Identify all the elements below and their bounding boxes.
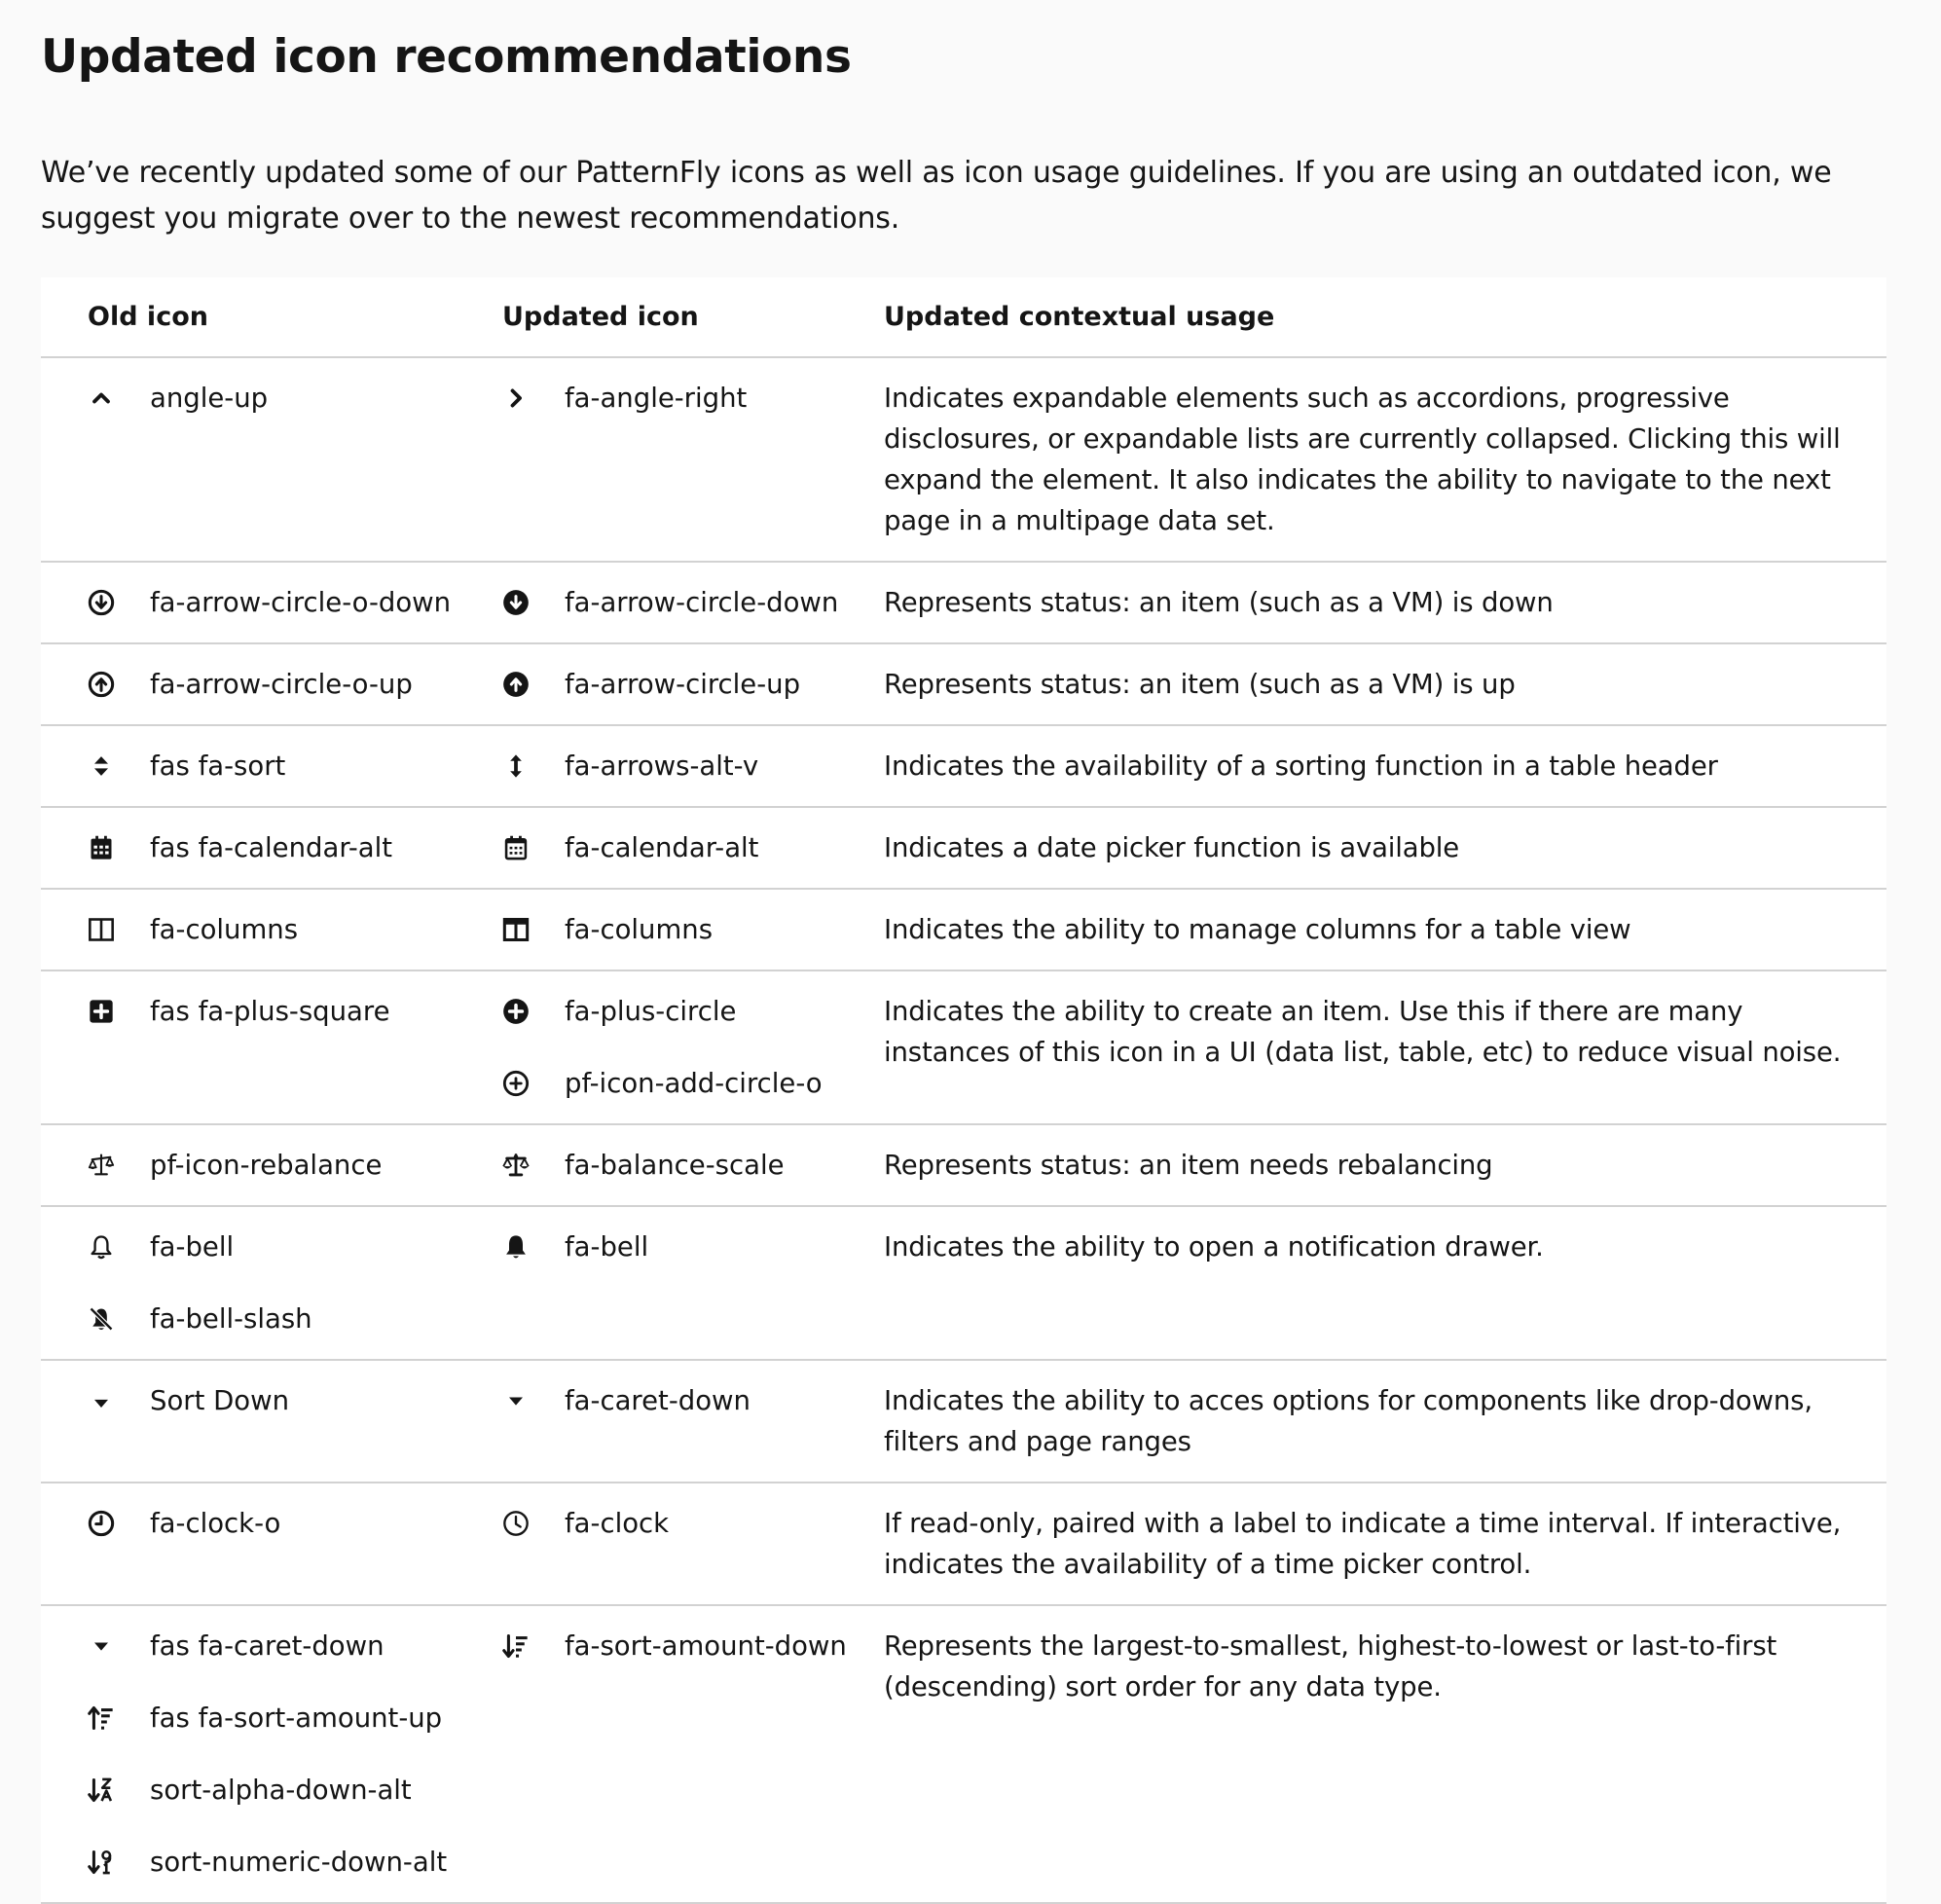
old-icon-entry	[88, 664, 456, 705]
plus-square-icon	[88, 991, 150, 1032]
updated-icon-cell	[456, 1124, 884, 1206]
calendar-solid-icon	[88, 827, 150, 868]
contextual-usage-cell: Indicates the ability to acces options for components like drop-downs, filters and page ranges	[884, 1360, 1886, 1483]
updated-icon-entry	[502, 991, 884, 1032]
clock-icon	[502, 1503, 565, 1544]
old-icon-entry	[88, 582, 456, 623]
arrow-circle-o-down-icon	[88, 582, 150, 623]
angle-up-icon	[88, 378, 150, 419]
old-icon-entry	[88, 909, 456, 950]
arrow-circle-down-icon	[502, 582, 565, 623]
updated-icon-entry	[502, 378, 884, 419]
old-icon-entry	[88, 1503, 456, 1544]
bell-outline-icon	[88, 1227, 150, 1267]
icon-name: fa-bell-slash	[150, 1303, 312, 1335]
header-old-icon: Old icon	[41, 277, 456, 357]
table-row	[41, 970, 1886, 1124]
contextual-usage-cell: Represents status: an item (such as a VM) is down	[884, 562, 1886, 643]
sort-alpha-down-alt-icon	[88, 1770, 150, 1811]
icon-name: fa-arrow-circle-up	[565, 669, 801, 700]
icon-name: fas fa-plus-square	[150, 996, 390, 1027]
icon-name: fa-arrow-circle-o-down	[150, 587, 452, 618]
old-icon-cell	[41, 357, 456, 562]
table-row	[41, 357, 1886, 562]
icon-name: fa-caret-down	[565, 1385, 751, 1416]
old-icon-entry	[88, 827, 456, 868]
icon-name: Sort Down	[150, 1385, 290, 1416]
columns-solid-icon	[502, 909, 565, 950]
updated-icon-cell	[456, 562, 884, 643]
icon-name: sort-numeric-down-alt	[150, 1847, 448, 1878]
arrow-circle-up-icon	[502, 664, 565, 705]
table-row	[41, 725, 1886, 807]
old-icon-entry	[88, 1145, 456, 1186]
old-icon-cell	[41, 807, 456, 889]
old-icon-entry	[88, 1299, 456, 1339]
table-row	[41, 1360, 1886, 1483]
icon-name: fas fa-calendar-alt	[150, 832, 393, 863]
contextual-usage-cell: Represents the largest-to-smallest, highest-to-lowest or last-to-first (descending) sort order for any data type.	[884, 1605, 1886, 1903]
old-icon-cell	[41, 889, 456, 970]
contextual-usage-cell: Indicates the availability of a sorting function in a table header	[884, 725, 1886, 807]
clock-o-icon	[88, 1503, 150, 1544]
icon-name: fa-clock-o	[150, 1508, 281, 1539]
updated-icon-entry	[502, 664, 884, 705]
old-icon-entry	[88, 378, 456, 419]
old-icon-entry	[88, 1380, 456, 1421]
contextual-usage-cell: If read-only, paired with a label to indicate a time interval. If interactive, indicates the availability of a time picker control.	[884, 1483, 1886, 1605]
updated-icon-cell	[456, 1483, 884, 1605]
icon-name: fa-sort-amount-down	[565, 1630, 847, 1662]
old-icon-cell	[41, 1124, 456, 1206]
arrows-alt-v-icon	[502, 746, 565, 787]
plus-circle-icon	[502, 991, 565, 1032]
icon-name: fa-columns	[150, 914, 299, 945]
updated-icon-cell	[456, 1360, 884, 1483]
updated-icon-cell	[456, 1206, 884, 1360]
balance-scale-icon	[502, 1145, 565, 1186]
icon-name: fa-columns	[565, 914, 714, 945]
old-icon-cell	[41, 562, 456, 643]
icon-recommendations-table	[41, 277, 1886, 1904]
icon-name: pf-icon-rebalance	[150, 1150, 383, 1181]
contextual-usage-cell: Indicates expandable elements such as accordions, progressive disclosures, or expandable lists are currently collapsed. Clicking this will expand the element. It also indicates the ability to navigate to the next page in a multipage data set.	[884, 357, 1886, 562]
updated-icon-entry	[502, 1380, 884, 1421]
old-icon-cell	[41, 1605, 456, 1903]
table-row	[41, 643, 1886, 725]
updated-icon-entry	[502, 746, 884, 787]
updated-icon-cell	[456, 357, 884, 562]
icon-name: fa-bell	[150, 1231, 235, 1263]
icon-name: fa-calendar-alt	[565, 832, 759, 863]
table-row	[41, 889, 1886, 970]
contextual-usage-cell: Represents status: an item (such as a VM) is up	[884, 643, 1886, 725]
updated-icon-cell	[456, 1605, 884, 1903]
icon-name: fa-balance-scale	[565, 1150, 785, 1181]
calendar-outline-icon	[502, 827, 565, 868]
table-header-row	[41, 277, 1886, 357]
intro-paragraph: We’ve recently updated some of our PatternFly icons as well as icon usage guidelines. If you are using an outdated icon, we suggest you migrate over to the newest recommendations.	[41, 156, 1832, 236]
sort-icon	[88, 746, 150, 787]
updated-icon-cell	[456, 807, 884, 889]
old-icon-cell	[41, 970, 456, 1124]
updated-icon-cell	[456, 725, 884, 807]
contextual-usage-cell: Indicates a date picker function is available	[884, 807, 1886, 889]
sort-numeric-down-alt-icon	[88, 1842, 150, 1883]
old-icon-cell	[41, 1206, 456, 1360]
arrow-circle-o-up-icon	[88, 664, 150, 705]
table-row	[41, 1483, 1886, 1605]
table-row	[41, 562, 1886, 643]
old-icon-entry	[88, 991, 456, 1032]
caret-down-icon	[502, 1380, 565, 1421]
icon-name: angle-up	[150, 383, 269, 414]
updated-icon-entry	[502, 827, 884, 868]
contextual-usage-cell: Indicates the ability to manage columns for a table view	[884, 889, 1886, 970]
icon-name: sort-alpha-down-alt	[150, 1775, 412, 1806]
updated-icon-entry	[502, 1063, 884, 1104]
sort-amount-down-icon	[502, 1626, 565, 1666]
table-row	[41, 1206, 1886, 1360]
old-icon-cell	[41, 725, 456, 807]
sort-amount-up-icon	[88, 1698, 150, 1739]
icon-name: fas fa-caret-down	[150, 1630, 385, 1662]
icon-name: fa-plus-circle	[565, 996, 737, 1027]
old-icon-cell	[41, 643, 456, 725]
old-icon-entry	[88, 1770, 456, 1811]
header-contextual-usage: Updated contextual usage	[884, 277, 1886, 357]
updated-icon-entry	[502, 582, 884, 623]
icon-name: fas fa-sort-amount-up	[150, 1703, 443, 1734]
old-icon-entry	[88, 1698, 456, 1739]
updated-icon-entry	[502, 909, 884, 950]
page-title: Updated icon recommendations	[41, 30, 852, 84]
add-circle-o-icon	[502, 1063, 565, 1104]
contextual-usage-cell: Represents status: an item needs rebalancing	[884, 1124, 1886, 1206]
old-icon-entry	[88, 746, 456, 787]
updated-icon-cell	[456, 643, 884, 725]
old-icon-entry	[88, 1227, 456, 1267]
icon-name: fa-arrows-alt-v	[565, 751, 759, 782]
icon-name: fas fa-sort	[150, 751, 286, 782]
updated-icon-entry	[502, 1145, 884, 1186]
old-icon-entry	[88, 1842, 456, 1883]
columns-outline-icon	[88, 909, 150, 950]
icon-name: fa-bell	[565, 1231, 649, 1263]
updated-icon-entry	[502, 1503, 884, 1544]
table-row	[41, 1124, 1886, 1206]
bell-solid-icon	[502, 1227, 565, 1267]
angle-right-icon	[502, 378, 565, 419]
caret-down-icon	[88, 1626, 150, 1666]
contextual-usage-cell: Indicates the ability to create an item. Use this if there are many instances of this icon in a UI (data list, table, etc) to reduce visual noise.	[884, 970, 1886, 1124]
icon-name: fa-arrow-circle-o-up	[150, 669, 413, 700]
old-icon-cell	[41, 1360, 456, 1483]
icon-name: fa-clock	[565, 1508, 670, 1539]
contextual-usage-cell: Indicates the ability to open a notification drawer.	[884, 1206, 1886, 1360]
old-icon-cell	[41, 1483, 456, 1605]
bell-slash-icon	[88, 1299, 150, 1339]
old-icon-entry	[88, 1626, 456, 1666]
table-row	[41, 807, 1886, 889]
rebalance-icon	[88, 1145, 150, 1186]
table-body	[41, 357, 1886, 1903]
updated-icon-cell	[456, 970, 884, 1124]
updated-icon-entry	[502, 1227, 884, 1267]
icon-name: pf-icon-add-circle-o	[565, 1068, 823, 1099]
sort-down-icon	[88, 1380, 150, 1421]
updated-icon-entry	[502, 1626, 884, 1666]
table-row	[41, 1605, 1886, 1903]
icon-name: fa-angle-right	[565, 383, 748, 414]
icon-name: fa-arrow-circle-down	[565, 587, 839, 618]
updated-icon-cell	[456, 889, 884, 970]
header-updated-icon: Updated icon	[456, 277, 884, 357]
